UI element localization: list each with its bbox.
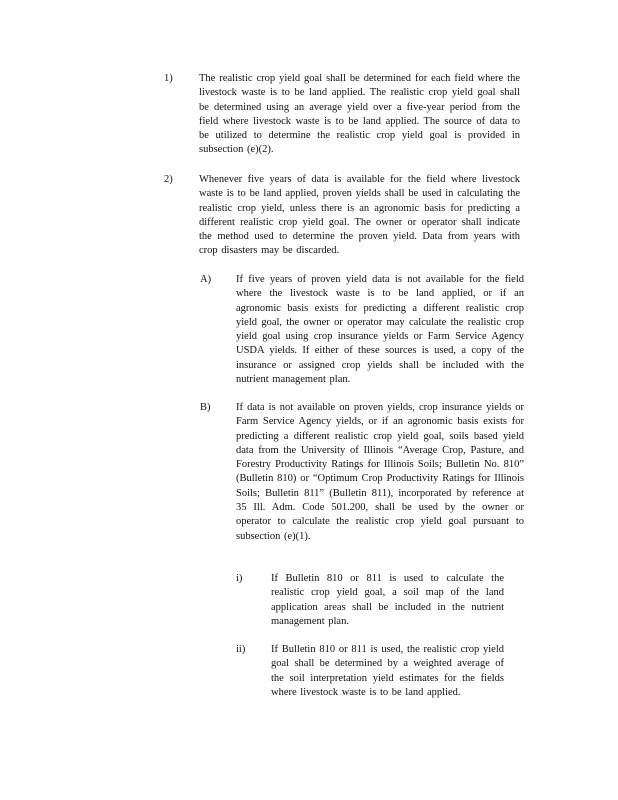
list-marker: A) bbox=[200, 274, 212, 285]
list-marker: ii) bbox=[236, 644, 246, 655]
list-marker: B) bbox=[200, 402, 211, 413]
list-item-text: Whenever five years of data is available for the field where livestock waste is to be land applied, proven yields shall be used in calculating the realistic crop yield, unless there is an agronomic basis for predicting a different realistic crop yield goal. The owner or operator shall indicate the method used to determine the proven yield. Data from years with crop disasters may be discarded. bbox=[199, 174, 520, 257]
list-item-text: If Bulletin 810 or 811 is used, the realistic crop yield goal shall be determined by a weighted average of the soil interpretation yield estimates for the fields where livestock waste is to be land applied. bbox=[271, 644, 504, 698]
list-item-text: The realistic crop yield goal shall be determined for each field where the livestock waste is to be land applied. The realistic crop yield goal shall be determined using an average yield over a five-year period from the field where livestock waste is to be land applied. The source of data to be utilized to determine the realistic crop yield goal is provided in subsection (e)(2). bbox=[199, 73, 520, 156]
list-marker: i) bbox=[236, 573, 243, 584]
list-item-text: If five years of proven yield data is not available for the field where the livestock waste is to be land applied, or if an agronomic basis exists for predicting a different realistic crop yield goal, the owner or operator may calculate the realistic crop yield goal using crop insurance yields or Farm Service Agency USDA yields. If either of these sources is used, a copy of the insurance or assigned crop yields shall be included with the nutrient management plan. bbox=[236, 274, 524, 386]
list-item-text: If Bulletin 810 or 811 is used to calculate the realistic crop yield goal, a soil map of the land application areas shall be included in the nutrient management plan. bbox=[271, 573, 504, 627]
list-marker: 1) bbox=[164, 73, 173, 84]
list-marker: 2) bbox=[164, 174, 173, 185]
list-item-text: If data is not available on proven yields, crop insurance yields or Farm Service Agency yields, or if an agronomic basis exists for predicting a different realistic crop yield goal, soils based yield data from the University of Illinois “Average Crop, Pasture, and Forestry Productivity Ratings for Illinois Soils; Bulletin No. 810” (Bulletin 810) or “Optimum Crop Productivity Ratings for Illinois Soils; Bulletin 811” (Bulletin 811), incorporated by reference at 35 Ill. Adm. Code 501.200, shall be used by the owner or operator to calculate the realistic crop yield goal pursuant to subsection (e)(1). bbox=[236, 402, 524, 542]
